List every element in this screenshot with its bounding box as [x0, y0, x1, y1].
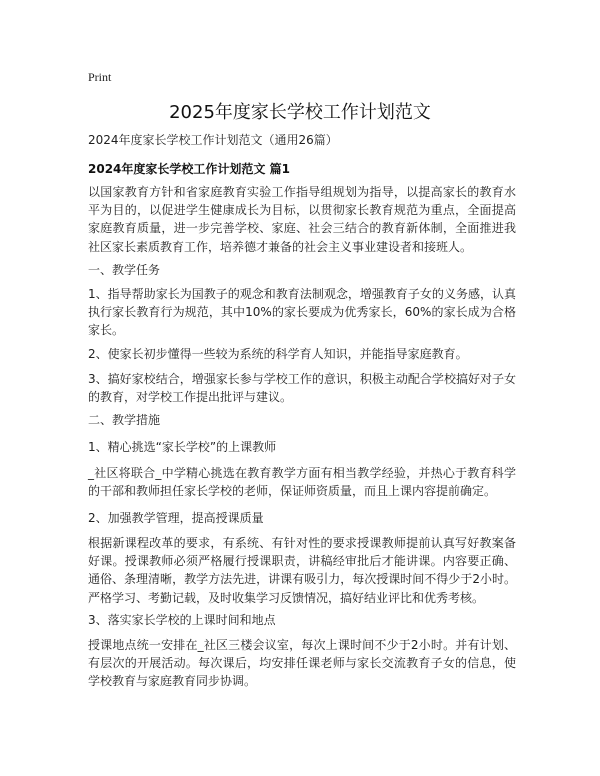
- heading-teaching-measures: 二、教学措施: [88, 413, 161, 427]
- measure-1-title: 1、精心挑选“家长学校”的上课教师: [88, 440, 277, 454]
- measure-2-body: 根据新课程改革的要求，有系统、有针对性的要求授课教师提前认真写好教案备好课。授课教师必须严格履行授课职责，讲稿经审批后才能讲课。内容要正确、通俗、条理清晰，教学方法先进，讲课有吸引力，每次授课时间不得少于2小时。严格学习、考勤记载，及时收集学习反馈情况，搞好结业评比和优秀考核。: [88, 536, 516, 605]
- intro-paragraph: 以国家教育方针和省家庭教育实验工作指导组规划为指导，以提高家长的教育水平为目的，以促进学生健康成长为目标，以贯彻家长教育规范为重点，全面提高家庭教育质量，进一步完善学校、家庭、社会三结合的教育新体制，全面推进我社区家长素质教育工作，培养德才兼备的社会主义事业建设者和接班人。: [88, 185, 516, 254]
- heading-teaching-tasks: 一、教学任务: [88, 263, 161, 277]
- measure-3-title: 3、落实家长学校的上课时间和地点: [88, 613, 276, 627]
- section-heading: 2024年度家长学校工作计划范文 篇1: [88, 162, 290, 176]
- task-item-3: 3、搞好家校结合，增强家长参与学校工作的意识，积极主动配合学校搞好对子女的教育，对学校工作提出批评与建议。: [88, 372, 516, 405]
- task-item-2: 2、使家长初步懂得一些较为系统的科学育人知识，并能指导家庭教育。: [88, 347, 468, 361]
- measure-2-title: 2、加强教学管理，提高授课质量: [88, 511, 264, 525]
- measure-1-body: _社区将联合_中学精心挑选在教育教学方面有相当教学经验，并热心于教育科学的干部和教师担任家长学校的老师，保证师资质量，而且上课内容提前确定。: [88, 466, 516, 499]
- document-subtitle: 2024年度家长学校工作计划范文（通用26篇）: [88, 133, 338, 147]
- measure-3-body: 授课地点统一安排在_社区三楼会议室，每次上课时间不少于2小时。并有计划、有层次的开展活动。每次课后，均安排任课老师与家长交流教育子女的信息，使学校教育与家庭教育同步协调。: [88, 638, 516, 689]
- print-link[interactable]: Print: [88, 70, 112, 84]
- document-title: 2025年度家长学校工作计划范文: [169, 102, 431, 123]
- task-item-1: 1、指导帮助家长为国教子的观念和教育法制观念，增强教育子女的义务感，认真执行家长教育行为规范，其中10%的家长要成为优秀家长，60%的家长成为合格家长。: [88, 287, 516, 338]
